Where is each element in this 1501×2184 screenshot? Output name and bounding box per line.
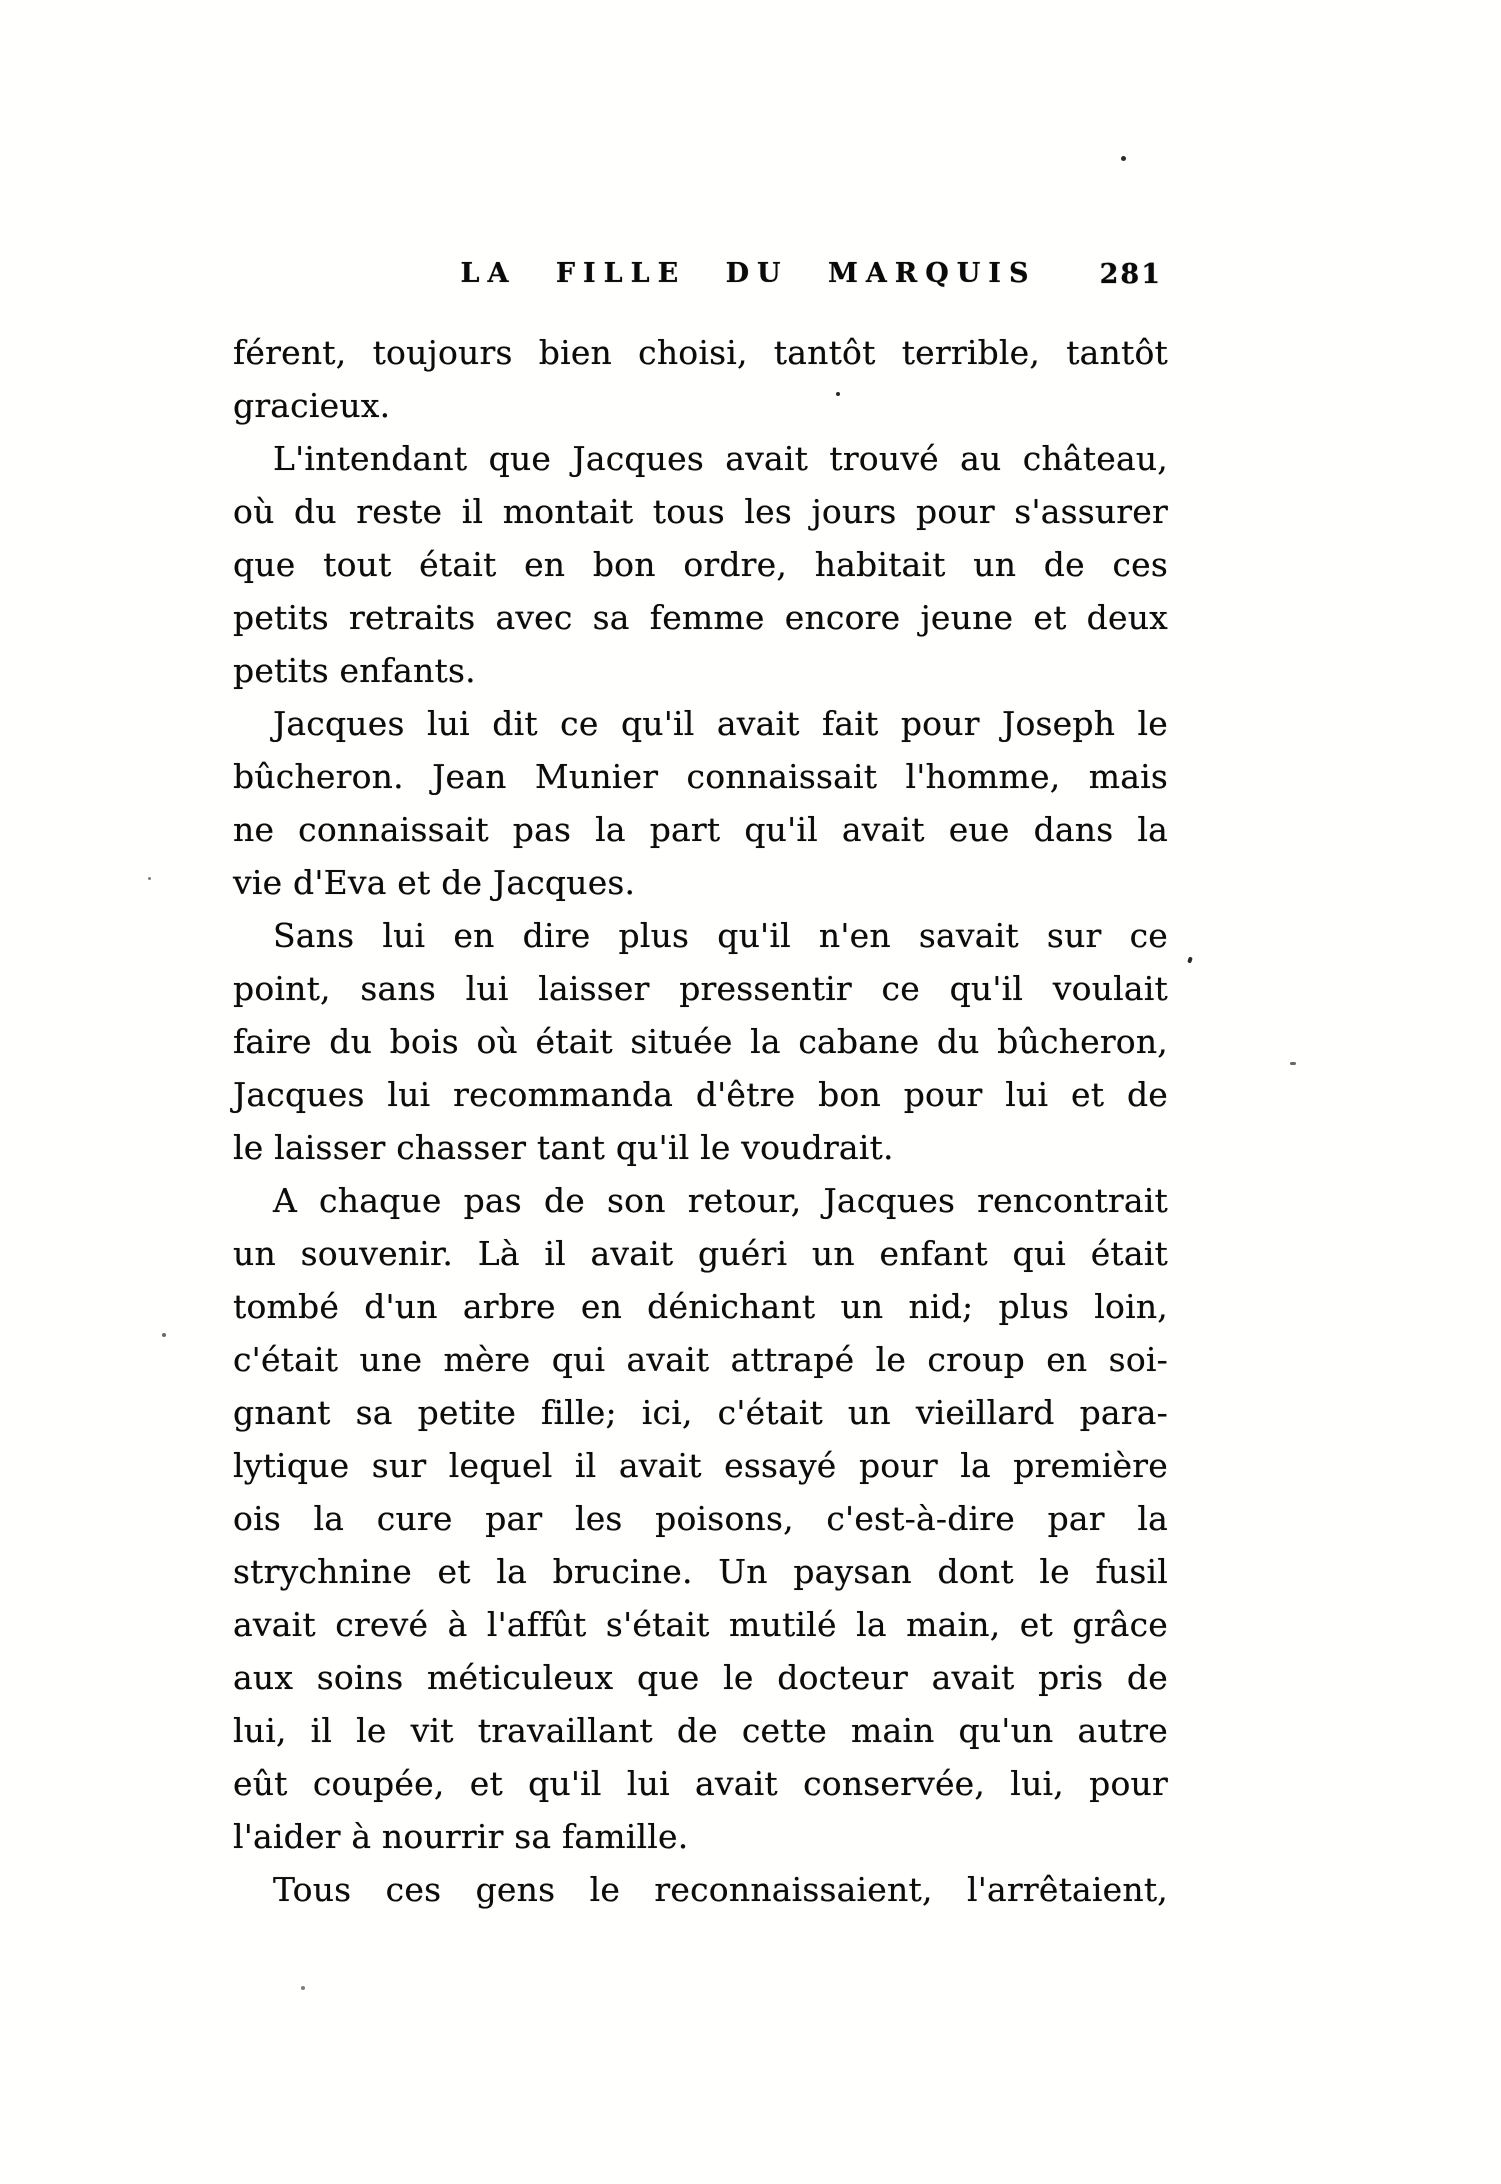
text-line: petits enfants. [233,651,476,690]
text-line: gnant sa petite fille; ici, c'était un vieillard para- [233,1393,1168,1432]
text-line: où du reste il montait tous les jours pour s'assurer [233,492,1168,531]
text-line: lui, il le vit travaillant de cette main qu'un autre [233,1711,1168,1750]
text-line: faire du bois où était située la cabane du bûcheron, [233,1022,1168,1061]
text-line: aux soins méticuleux que le docteur avait pris de [233,1658,1168,1697]
text-line: c'était une mère qui avait attrapé le croup en soi- [233,1340,1168,1379]
scan-speck [1187,956,1193,963]
scan-speck [148,877,151,880]
text-line: gracieux. [233,386,391,425]
text-line: ois la cure par les poisons, c'est-à-dire par la [233,1499,1168,1538]
text-line: point, sans lui laisser pressentir ce qu'il voulait [233,969,1168,1008]
text-line: Tous ces gens le reconnaissaient, l'arrêtaient, [273,1870,1168,1909]
scan-speck [836,392,840,396]
text-block [233,326,1168,1916]
text-line: férent, toujours bien choisi, tantôt terrible, tantôt [233,333,1168,372]
text-line: bûcheron. Jean Munier connaissait l'homme, mais [233,757,1168,796]
text-line: l'aider à nourrir sa famille. [233,1817,689,1856]
page-number: 281 [1099,259,1162,290]
text-line: tombé d'un arbre en dénichant un nid; plus loin, [233,1287,1168,1326]
text-line: un souvenir. Là il avait guéri un enfant qui était [233,1234,1168,1273]
text-line: A chaque pas de son retour, Jacques rencontrait [273,1181,1168,1220]
header-title: LA FILLE DU MARQUIS [460,258,1037,289]
text-line: le laisser chasser tant qu'il le voudrait. [233,1128,894,1167]
scan-speck [1121,156,1126,161]
text-line: Jacques lui recommanda d'être bon pour lui et de [233,1075,1168,1114]
text-line: Jacques lui dit ce qu'il avait fait pour Joseph le [273,704,1168,743]
scan-speck [1290,1062,1296,1065]
text-line: strychnine et la brucine. Un paysan dont le fusil [233,1552,1168,1591]
text-line: petits retraits avec sa femme encore jeune et deux [233,598,1168,637]
text-line: eût coupée, et qu'il lui avait conservée, lui, pour [233,1764,1168,1803]
text-line: lytique sur lequel il avait essayé pour la première [233,1446,1168,1485]
text-line: L'intendant que Jacques avait trouvé au château, [273,439,1168,478]
text-line: Sans lui en dire plus qu'il n'en savait sur ce [273,916,1168,955]
scan-speck [301,1986,305,1990]
scan-speck [162,1333,166,1337]
text-line: que tout était en bon ordre, habitait un de ces [233,545,1168,584]
text-line: ne connaissait pas la part qu'il avait eue dans la [233,810,1168,849]
text-line: vie d'Eva et de Jacques. [233,863,636,902]
running-header [233,258,1168,298]
text-line: avait crevé à l'affût s'était mutilé la main, et grâce [233,1605,1168,1644]
